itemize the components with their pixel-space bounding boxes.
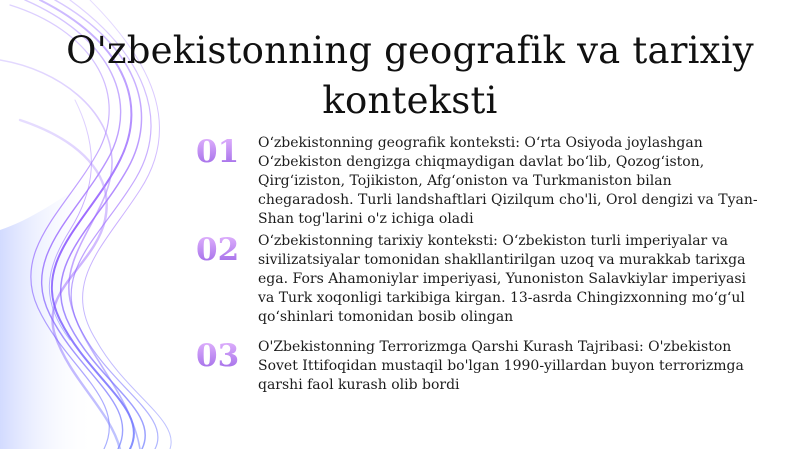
item-number: [196, 338, 252, 372]
item-text: O'Zbekistonning Terrorizmga Qarshi Kurash Tajribasi: O'zbekiston Sovet Ittifoqidan mustaqil bo'lgan 1990-yillardan buyon terrorizmga qarshi faol kurash olib bordi: [258, 339, 744, 393]
item-number-text: 03: [196, 338, 240, 372]
item-number: [196, 232, 252, 266]
item-text: O‘zbekistonning geografik konteksti: O‘rta Osiyoda joylashgan O‘zbekiston dengizga chiqmaydigan davlat bo‘lib, Qozog‘iston, Qirg‘iziston, Tojikiston, Afg‘oniston va Turkmaniston bilan chegaradosh. Turli landshaftlari Qizilqum cho'li, Orol dengizi va Tyan-Shan tog'larini o'z ichiga oladi: [258, 135, 758, 227]
item-text: O‘zbekistonning tarixiy konteksti: O‘zbekiston turli imperiyalar va sivilizatsiyalar tomonidan shakllantirilgan uzoq va murakkab tarixga ega. Fors Ahamoniylar imperiyasi, Yunoniston Salavkiylar imperiyasi va Turk xoqonligi tarkibiga kirgan. 13-asrda Chingizxonning mo‘g‘ul qo‘shinlari tomonidan bosib olingan: [258, 233, 747, 325]
item-number-text: 01: [196, 134, 240, 168]
item-number-text: 02: [196, 232, 240, 266]
item-number: [196, 134, 252, 168]
slide-title: O'zbekistonning geografik va tarixiy konteksti: [66, 29, 754, 122]
